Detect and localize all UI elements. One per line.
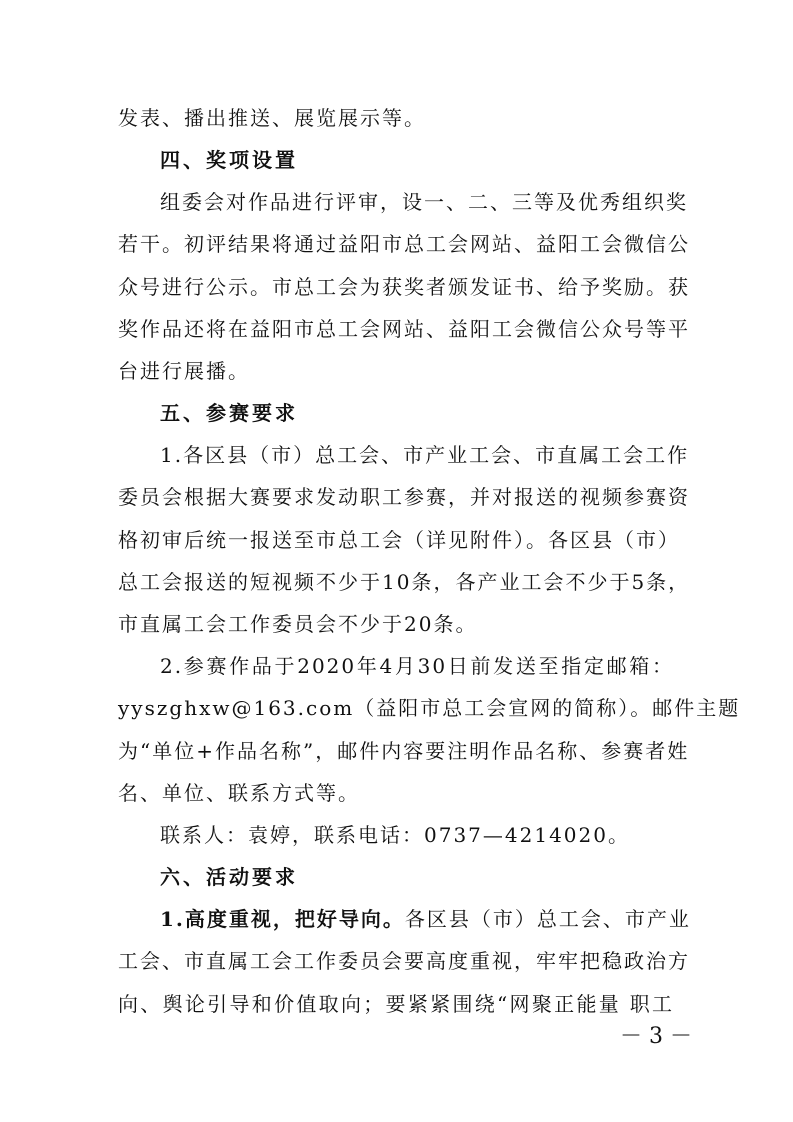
paragraph-line: 工会、市直属工会工作委员会要高度重视，牢牢把稳政治方 [118,949,690,973]
section-heading-activity: 六、活动要求 [160,865,298,889]
paragraph-line: 向、舆论引导和价值取向；要紧紧围绕“网聚正能量 职工 [118,992,674,1016]
paragraph-line: 奖作品还将在益阳市总工会网站、益阳工会微信公众号等平 [118,317,690,341]
section-heading-awards: 四、奖项设置 [160,148,298,172]
paragraph-line: 总工会报送的短视频不少于10条，各产业工会不少于5条， [118,570,691,594]
paragraph-line: 1.各区县（市）总工会、市产业工会、市直属工会工作 [160,443,690,467]
paragraph-line: 台进行展播。 [118,359,250,383]
emphasis-title: 1.高度重视，把好导向。 [160,907,405,931]
page-number: － 3 － [620,1024,692,1049]
paragraph-line: 2.参赛作品于2020年4月30日前发送至指定邮箱： [160,654,674,678]
paragraph-line: 组委会对作品进行评审，设一、二、三等及优秀组织奖 [160,190,688,214]
paragraph-line: 委员会根据大赛要求发动职工参赛，并对报送的视频参赛资 [118,485,690,509]
paragraph-line: 众号进行公示。市总工会为获奖者颁发证书、给予奖励。获 [118,275,690,299]
paragraph-line: 市直属工会工作委员会不少于20条。 [118,612,478,636]
paragraph-line [160,904,691,934]
paragraph-line: 名、单位、联系方式等。 [118,781,360,805]
paragraph-line: 格初审后统一报送至市总工会（详见附件）。各区县（市） [118,528,680,552]
section-heading-requirements: 五、参赛要求 [160,401,298,425]
paragraph-line: 为“单位+作品名称”，邮件内容要注明作品名称、参赛者姓 [118,739,690,763]
email-line: yyszghxw@163.com（益阳市总工会宣网的简称）。邮件主题 [118,696,741,720]
continuation-line: 发表、播出推送、展览展示等。 [118,106,426,130]
paragraph-text: 各区县（市）总工会、市产业 [404,907,691,931]
contact-line: 联系人：袁婷，联系电话：0737—4214020。 [160,823,630,847]
paragraph-line: 若干。初评结果将通过益阳市总工会网站、益阳工会微信公 [118,232,690,256]
